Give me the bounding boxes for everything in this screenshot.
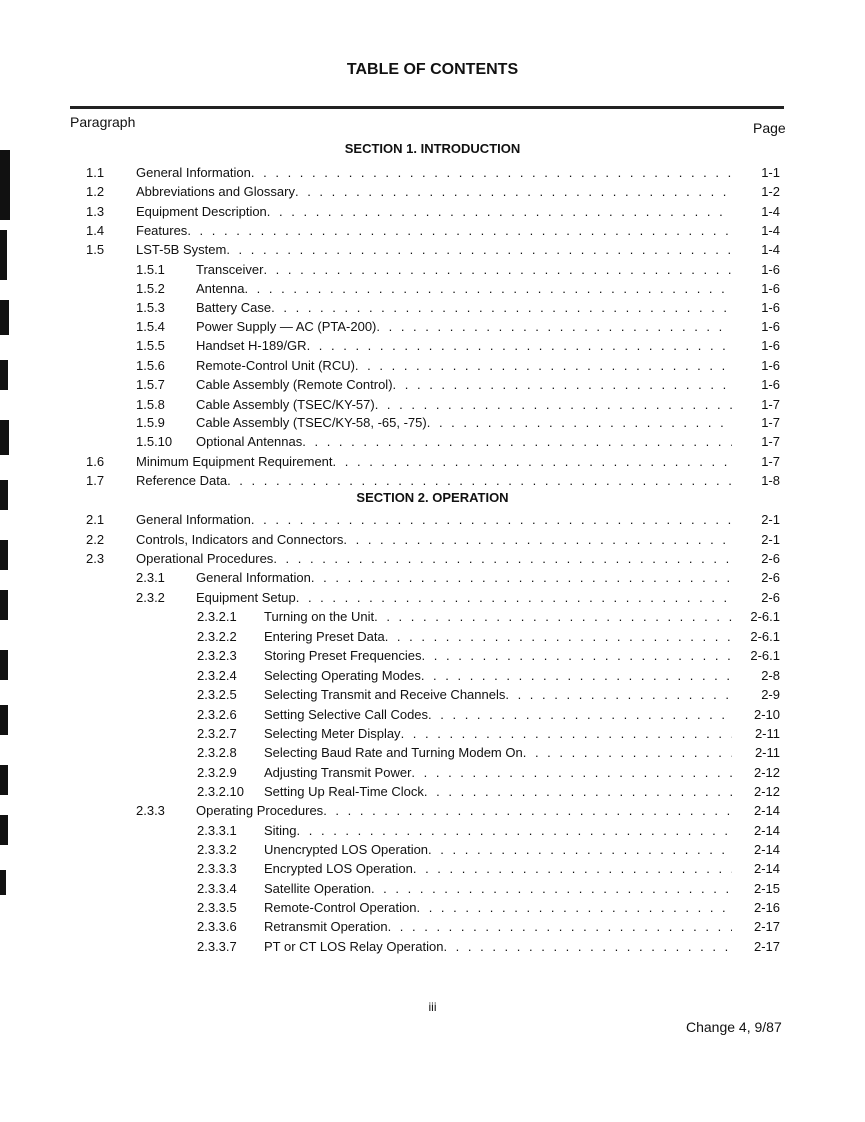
toc-entry-leader xyxy=(136,472,732,490)
toc-entry-number: 2.3.3.7 xyxy=(197,939,237,954)
toc-entry-title: Encrypted LOS Operation xyxy=(264,861,413,876)
toc-entry-page: 1-7 xyxy=(761,454,780,469)
toc-entry[interactable] xyxy=(0,647,865,665)
toc-entry-title: Cable Assembly (Remote Control) xyxy=(196,377,393,392)
dot-leader xyxy=(333,453,732,471)
toc-entry-leader xyxy=(264,706,732,724)
dot-leader xyxy=(226,241,732,259)
toc-entry-page: 2-17 xyxy=(753,939,780,954)
toc-entry[interactable] xyxy=(0,706,865,724)
toc-entry-title: Setting Up Real-Time Clock xyxy=(264,784,424,799)
toc-entry[interactable] xyxy=(0,453,865,471)
toc-entry[interactable] xyxy=(0,511,865,529)
toc-entry[interactable] xyxy=(0,433,865,451)
toc-entry-title: Retransmit Operation xyxy=(264,919,388,934)
toc-entry-title: Handset H-189/GR xyxy=(196,338,307,353)
toc-entry-title: Minimum Equipment Requirement xyxy=(136,454,333,469)
dot-leader xyxy=(421,667,732,685)
toc-entry-number: 1.5.10 xyxy=(136,434,173,449)
toc-entry-title: Entering Preset Data xyxy=(264,629,385,644)
toc-entry-leader xyxy=(264,686,732,704)
dot-leader xyxy=(428,706,732,724)
toc-entry-number: 2.3.2.5 xyxy=(197,687,237,702)
toc-entry-number: 1.1 xyxy=(86,165,105,180)
toc-entry-number: 2.3.2.4 xyxy=(197,668,237,683)
toc-entry-number: 2.3.2.9 xyxy=(197,765,237,780)
toc-entry-leader xyxy=(264,841,732,859)
dot-leader xyxy=(376,318,732,336)
toc-entry-number: 2.3.3.3 xyxy=(197,861,237,876)
toc-entry-title: Selecting Operating Modes xyxy=(264,668,421,683)
toc-entry-title: Siting xyxy=(264,823,297,838)
toc-entry-leader xyxy=(136,511,732,529)
toc-entry[interactable] xyxy=(0,938,865,956)
toc-entry-leader xyxy=(136,164,732,182)
dot-leader xyxy=(411,764,732,782)
toc-entry[interactable] xyxy=(0,357,865,375)
toc-entry-number: 1.5 xyxy=(86,242,105,257)
toc-entry-number: 2.3.2.2 xyxy=(197,629,237,644)
dot-leader xyxy=(323,802,732,820)
toc-entry-leader xyxy=(136,222,732,240)
toc-entry-leader xyxy=(264,667,732,685)
toc-entry-title: Features xyxy=(136,223,188,238)
toc-entry[interactable] xyxy=(0,164,865,182)
toc-entry-leader xyxy=(264,628,732,646)
dot-leader xyxy=(311,569,732,587)
toc-entry-page: 2-9 xyxy=(761,687,780,702)
toc-entry-page: 2-14 xyxy=(753,861,780,876)
page-title: TABLE OF CONTENTS xyxy=(346,61,519,78)
dot-leader xyxy=(187,222,732,240)
toc-entry-page: 1-7 xyxy=(761,397,780,412)
dot-leader xyxy=(427,414,732,432)
toc-entry-number: 1.3 xyxy=(86,204,105,219)
toc-entry[interactable] xyxy=(0,531,865,549)
toc-entry-page: 2-6.1 xyxy=(750,629,780,644)
toc-entry-number: 2.3.1 xyxy=(136,570,165,585)
toc-entry-page: 1-8 xyxy=(761,473,780,488)
toc-entry-leader xyxy=(196,261,732,279)
toc-entry[interactable] xyxy=(0,318,865,336)
toc-entry-leader xyxy=(196,357,732,375)
toc-entry-leader xyxy=(264,744,732,762)
toc-entry-page: 1-4 xyxy=(761,242,780,257)
toc-entry-number: 2.3.2.10 xyxy=(197,784,244,799)
toc-entry-leader xyxy=(264,860,732,878)
toc-entry[interactable] xyxy=(0,918,865,936)
toc-entry[interactable] xyxy=(0,725,865,743)
toc-entry-page: 2-8 xyxy=(761,668,780,683)
toc-entry[interactable] xyxy=(0,608,865,626)
toc-entry-page: 1-6 xyxy=(761,377,780,392)
toc-entry-leader xyxy=(136,241,732,259)
toc-entry[interactable] xyxy=(0,183,865,201)
toc-entry[interactable] xyxy=(0,822,865,840)
dot-leader xyxy=(251,511,732,529)
dot-leader xyxy=(443,938,732,956)
toc-entry-page: 2-6.1 xyxy=(750,609,780,624)
toc-entry-title: Satellite Operation xyxy=(264,881,371,896)
page-number: iii xyxy=(428,1000,437,1014)
toc-entry[interactable] xyxy=(0,589,865,607)
toc-entry-number: 1.4 xyxy=(86,223,105,238)
toc-entry-number: 2.2 xyxy=(86,532,105,547)
toc-entry-leader xyxy=(196,569,732,587)
dot-leader xyxy=(505,686,732,704)
dot-leader xyxy=(273,550,732,568)
toc-entry-title: General Information xyxy=(136,512,251,527)
toc-entry[interactable] xyxy=(0,337,865,355)
toc-entry-number: 2.3.3.2 xyxy=(197,842,237,857)
toc-entry-number: 2.3.2.7 xyxy=(197,726,237,741)
dot-leader xyxy=(307,337,732,355)
toc-entry-leader xyxy=(264,608,732,626)
toc-entry-page: 1-4 xyxy=(761,204,780,219)
toc-entry-leader xyxy=(196,318,732,336)
toc-entry-number: 2.3.2 xyxy=(136,590,165,605)
toc-entry-leader xyxy=(264,880,732,898)
toc-entry-page: 2-6.1 xyxy=(750,648,780,663)
toc-entry-title: Remote-Control Operation xyxy=(264,900,417,915)
toc-entry-title: Battery Case xyxy=(196,300,272,315)
paragraph-column-header: Paragraph xyxy=(70,114,136,130)
dot-leader xyxy=(428,841,732,859)
toc-entry-leader xyxy=(264,764,732,782)
toc-entry-title: Controls, Indicators and Connectors xyxy=(136,532,344,547)
toc-entry-number: 1.5.6 xyxy=(136,358,165,373)
toc-entry[interactable] xyxy=(0,414,865,432)
toc-entry-number: 2.3.3.4 xyxy=(197,881,237,896)
toc-entry-page: 2-12 xyxy=(753,784,780,799)
dot-leader xyxy=(416,899,732,917)
toc-entry-leader xyxy=(264,938,732,956)
toc-entry[interactable] xyxy=(0,880,865,898)
toc-entry[interactable] xyxy=(0,899,865,917)
toc-entry-page: 1-6 xyxy=(761,262,780,277)
toc-entry[interactable] xyxy=(0,569,865,587)
toc-entry-number: 1.5.3 xyxy=(136,300,165,315)
toc-entry-page: 2-1 xyxy=(761,512,780,527)
dot-leader xyxy=(295,183,732,201)
toc-entry-leader xyxy=(264,822,732,840)
toc-entry-title: Selecting Baud Rate and Turning Modem On xyxy=(264,745,523,760)
toc-entry-leader xyxy=(196,433,732,451)
toc-entry-number: 2.3.3 xyxy=(136,803,165,818)
change-notice: Change 4, 9/87 xyxy=(686,1019,782,1035)
dot-leader xyxy=(523,744,732,762)
toc-entry[interactable] xyxy=(0,744,865,762)
toc-entry-leader xyxy=(196,396,732,414)
dot-leader xyxy=(263,261,732,279)
toc-entry-title: Unencrypted LOS Operation xyxy=(264,842,429,857)
toc-entry-page: 2-12 xyxy=(753,765,780,780)
toc-entry[interactable] xyxy=(0,280,865,298)
toc-entry-leader xyxy=(196,280,732,298)
toc-entry[interactable] xyxy=(0,203,865,221)
toc-entry-leader xyxy=(136,453,732,471)
toc-entry-number: 1.7 xyxy=(86,473,105,488)
toc-entry-page: 1-2 xyxy=(761,184,780,199)
toc-entry[interactable] xyxy=(0,764,865,782)
toc-entry-leader xyxy=(264,725,732,743)
toc-entry-title: General Information xyxy=(136,165,251,180)
toc-entry-title: Cable Assembly (TSEC/KY-57) xyxy=(196,397,375,412)
toc-entry-leader xyxy=(136,531,732,549)
toc-entry-page: 1-6 xyxy=(761,281,780,296)
toc-entry-number: 2.3.2.1 xyxy=(197,609,237,624)
dot-leader xyxy=(371,880,732,898)
toc-entry-title: Abbreviations and Glossary xyxy=(136,184,295,199)
section-heading: SECTION 1. INTRODUCTION xyxy=(344,141,521,156)
dot-leader xyxy=(393,376,732,394)
toc-entry-page: 1-6 xyxy=(761,358,780,373)
toc-entry-page: 2-1 xyxy=(761,532,780,547)
toc-entry[interactable] xyxy=(0,550,865,568)
toc-entry-title: Selecting Meter Display xyxy=(264,726,401,741)
toc-entry-title: General Information xyxy=(196,570,311,585)
toc-entry-number: 1.5.2 xyxy=(136,281,165,296)
toc-entry-leader xyxy=(196,414,732,432)
toc-entry-title: Optional Antennas xyxy=(196,434,303,449)
toc-entry-number: 1.5.7 xyxy=(136,377,165,392)
toc-entry-page: 2-17 xyxy=(753,919,780,934)
toc-entry-number: 1.2 xyxy=(86,184,105,199)
toc-entry-number: 1.5.1 xyxy=(136,262,165,277)
toc-entry-page: 2-15 xyxy=(753,881,780,896)
dot-leader xyxy=(271,299,732,317)
toc-entry-number: 2.3 xyxy=(86,551,105,566)
toc-entry[interactable] xyxy=(0,628,865,646)
toc-entry-number: 1.5.4 xyxy=(136,319,165,334)
toc-entry-title: LST-5B System xyxy=(136,242,227,257)
toc-entry-page: 2-10 xyxy=(753,707,780,722)
toc-entry[interactable] xyxy=(0,222,865,240)
dot-leader xyxy=(251,164,732,182)
toc-entry[interactable] xyxy=(0,376,865,394)
dot-leader xyxy=(302,433,732,451)
toc-entry-number: 2.3.2.3 xyxy=(197,648,237,663)
toc-entry-title: Cable Assembly (TSEC/KY-58, -65, -75) xyxy=(196,415,427,430)
toc-entry-leader xyxy=(264,783,732,801)
toc-entry-leader xyxy=(264,647,732,665)
dot-leader xyxy=(374,608,732,626)
toc-entry-page: 1-7 xyxy=(761,434,780,449)
toc-entry-title: Remote-Control Unit (RCU) xyxy=(196,358,355,373)
toc-entry-page: 2-14 xyxy=(753,842,780,857)
toc-entry-title: Power Supply — AC (PTA-200) xyxy=(196,319,377,334)
toc-entry-page: 2-6 xyxy=(761,590,780,605)
toc-entry[interactable] xyxy=(0,783,865,801)
toc-entry-title: Turning on the Unit xyxy=(264,609,375,624)
page-column-header: Page xyxy=(753,120,786,136)
toc-entry-number: 2.3.2.8 xyxy=(197,745,237,760)
toc-entry-title: Storing Preset Frequencies xyxy=(264,648,422,663)
toc-entry-title: Equipment Setup xyxy=(196,590,296,605)
toc-entry[interactable] xyxy=(0,802,865,820)
toc-entry-number: 2.1 xyxy=(86,512,105,527)
toc-entry-page: 2-11 xyxy=(754,726,780,741)
dot-leader xyxy=(355,357,732,375)
toc-entry-title: Reference Data xyxy=(136,473,228,488)
toc-entry-number: 1.5.9 xyxy=(136,415,165,430)
dot-leader xyxy=(297,822,732,840)
header-rule xyxy=(70,106,784,109)
toc-entry[interactable] xyxy=(0,299,865,317)
toc-entry-leader xyxy=(136,183,732,201)
toc-entry-number: 1.5.5 xyxy=(136,338,165,353)
toc-entry[interactable] xyxy=(0,667,865,685)
toc-entry-page: 2-6 xyxy=(761,551,780,566)
toc-entry-leader xyxy=(264,918,732,936)
toc-entry-number: 2.3.3.5 xyxy=(197,900,237,915)
dot-leader xyxy=(227,472,732,490)
toc-entry-leader xyxy=(196,337,732,355)
section-heading: SECTION 2. OPERATION xyxy=(356,490,509,505)
toc-entry-page: 2-11 xyxy=(754,745,780,760)
dot-leader xyxy=(375,396,732,414)
toc-entry-leader xyxy=(196,802,732,820)
toc-entry-title: Adjusting Transmit Power xyxy=(264,765,412,780)
toc-entry[interactable] xyxy=(0,472,865,490)
toc-entry-page: 1-6 xyxy=(761,319,780,334)
toc-entry-title: Equipment Description xyxy=(136,204,267,219)
toc-entry-leader xyxy=(136,550,732,568)
toc-entry-leader xyxy=(196,589,732,607)
toc-entry-leader xyxy=(196,376,732,394)
dot-leader xyxy=(424,783,732,801)
toc-entry-title: PT or CT LOS Relay Operation xyxy=(264,939,444,954)
toc-entry-number: 2.3.2.6 xyxy=(197,707,237,722)
dot-leader xyxy=(244,280,732,298)
dot-leader xyxy=(296,589,732,607)
toc-entry[interactable] xyxy=(0,860,865,878)
toc-entry[interactable] xyxy=(0,396,865,414)
dot-leader xyxy=(388,918,732,936)
toc-entry-title: Antenna xyxy=(196,281,245,296)
toc-entry-page: 2-14 xyxy=(753,823,780,838)
toc-entry-number: 1.6 xyxy=(86,454,105,469)
toc-entry[interactable] xyxy=(0,241,865,259)
toc-entry-number: 2.3.3.6 xyxy=(197,919,237,934)
toc-entry-leader xyxy=(264,899,732,917)
toc-entry-page: 1-6 xyxy=(761,338,780,353)
toc-entry-title: Transceiver xyxy=(196,262,264,277)
toc-entry-page: 2-14 xyxy=(753,803,780,818)
toc-entry-number: 2.3.3.1 xyxy=(197,823,237,838)
toc-entry-page: 2-16 xyxy=(753,900,780,915)
toc-entry-page: 1-4 xyxy=(761,223,780,238)
dot-leader xyxy=(413,860,732,878)
toc-entry-title: Operational Procedures xyxy=(136,551,274,566)
toc-entry-title: Operating Procedures xyxy=(196,803,324,818)
dot-leader xyxy=(267,203,732,221)
toc-entry-page: 2-6 xyxy=(761,570,780,585)
toc-entry-title: Setting Selective Call Codes xyxy=(264,707,429,722)
toc-entry-page: 1-1 xyxy=(761,165,780,180)
toc-entry[interactable] xyxy=(0,686,865,704)
toc-entry-page: 1-7 xyxy=(761,415,780,430)
toc-entry-title: Selecting Transmit and Receive Channels xyxy=(264,687,506,702)
toc-entry[interactable] xyxy=(0,841,865,859)
toc-entry-leader xyxy=(196,299,732,317)
toc-entry-number: 1.5.8 xyxy=(136,397,165,412)
toc-entry-page: 1-6 xyxy=(761,300,780,315)
dot-leader xyxy=(343,531,732,549)
dot-leader xyxy=(401,725,732,743)
dot-leader xyxy=(422,647,732,665)
toc-entry[interactable] xyxy=(0,261,865,279)
dot-leader xyxy=(385,628,732,646)
toc-entry-leader xyxy=(136,203,732,221)
